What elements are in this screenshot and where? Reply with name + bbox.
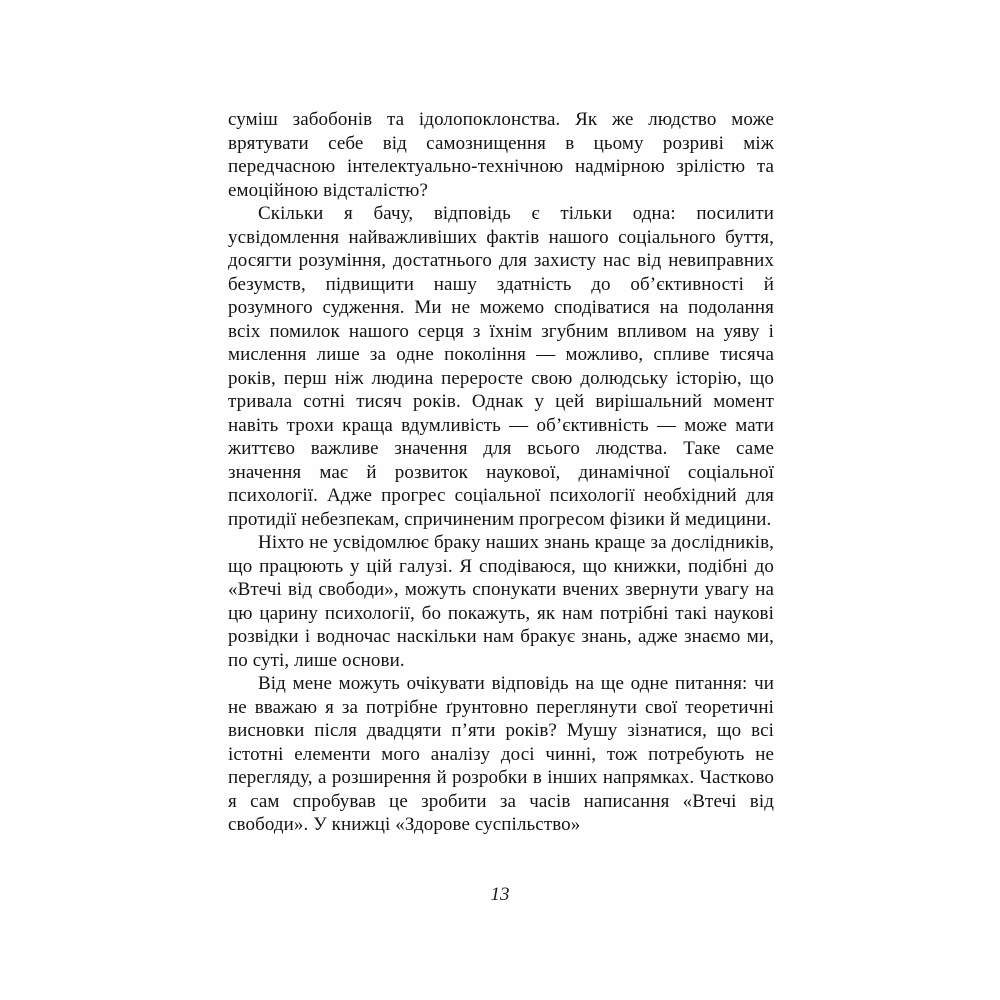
paragraph: Скільки я бачу, відповідь є тільки одна: посилити усвідомлення найважливіших фактів нашого соціального буття, досягти розуміння, достатнього для захисту нас від невиправних безумств, підвищити нашу здатність до об’єктивності й розумного судження. Ми не можемо сподіватися на подолання всіх помилок нашого серця з їхнім згубним впливом на уяву і мислення лише за одне покоління — можливо, спливе тисяча років, перш ніж людина переросте свою долюдську історію, що тривала сотні тисяч років. Однак у цей вирішальний момент навіть трохи краща вдумливість — об’єктивність — може мати життєво важливе значення для всього людства. Таке саме значення має й розвиток наукової, динамічної соціальної психології. Адже прогрес соціальної психології необхідний для протидії небезпекам, спричиненим прогресом фізики й медицини. <box>228 203 774 530</box>
body-text <box>228 108 774 837</box>
paragraph: Ніхто не усвідомлює браку наших знань краще за дослідників, що працюють у цій галузі. Я сподіваюся, що книжки, подібні до «Втечі від свободи», можуть спонукати вчених звернути увагу на цю царину психології, бо покажуть, як нам потрібні такі наукові розвідки і водночас наскільки нам бракує знань, адже знаємо ми, по суті, лише основи. <box>228 532 774 671</box>
paragraph-continuation: суміш забобонів та ідолопоклонства. Як же людство може врятувати себе від самознищення в цьому розриві між передчасною інтелектуально-технічною надмірною зрілістю та емоційною відсталістю? <box>228 109 774 201</box>
page-number: 13 <box>490 884 510 905</box>
paragraph: Від мене можуть очікувати відповідь на ще одне питання: чи не вважаю я за потрібне ґрунтовно переглянути свої теоретичні висновки після двадцяти п’яти років? Мушу зізнатися, що всі істотні елементи мого аналізу досі чинні, тож потребують не перегляду, а розширення й розробки в інших напрямках. Частково я сам спробував це зробити за часів написання «Втечі від свободи». У книжці «Здорове суспільство» <box>228 673 774 835</box>
